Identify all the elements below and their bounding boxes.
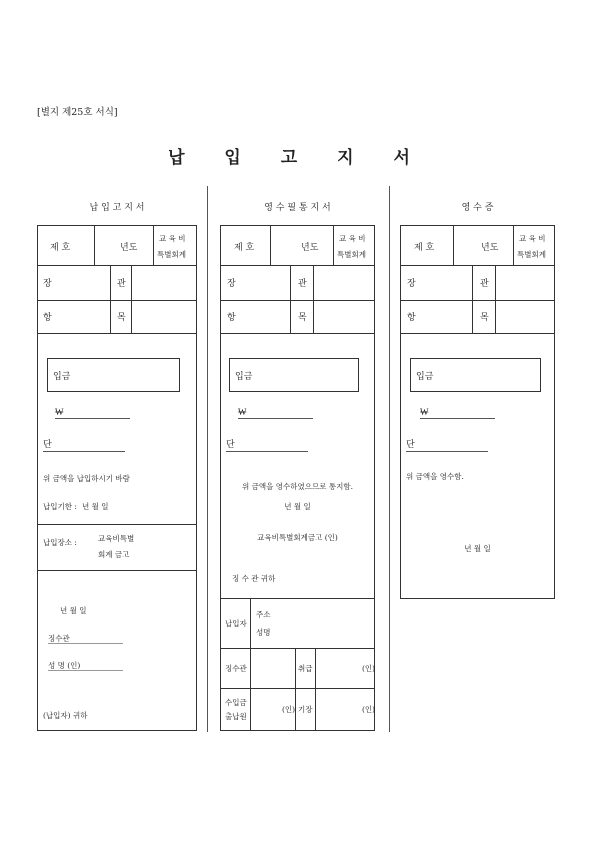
account-label-2: 특별회계 [517, 250, 546, 259]
receipt-label-1: 수입금 [225, 698, 247, 707]
cell-line [270, 225, 271, 265]
dan-underline [406, 451, 488, 452]
account-label-1: 교 육 비 [519, 234, 546, 243]
cell-line [315, 648, 316, 731]
account-label-1: 교 육 비 [159, 234, 186, 243]
place-label: 납입장소 : [43, 538, 77, 547]
amount-underline [420, 418, 495, 419]
address-label: 주소 [256, 610, 271, 619]
amount-underline [238, 418, 313, 419]
cell-line [110, 265, 111, 333]
notification-date: 년 월 일 [284, 502, 311, 511]
cell-line [153, 225, 154, 265]
place-value-1: 교육비특별 [98, 534, 135, 543]
row-line [37, 333, 197, 334]
dan-underline [226, 451, 308, 452]
won-sign: ₩ [238, 408, 247, 418]
payer-to: (납입자) 귀하 [43, 711, 88, 720]
number-label: 제 호 [50, 243, 71, 253]
cell-line [453, 225, 454, 265]
cell-line [495, 265, 496, 333]
hang-label: 항 [227, 313, 236, 323]
seal-3: (인) [362, 705, 376, 714]
hang-label: 항 [43, 313, 52, 323]
column-heading: 영 수 증 [461, 203, 494, 213]
row-line [220, 300, 375, 301]
row-line [220, 598, 375, 599]
cell-line [513, 225, 514, 265]
collector-underline [48, 643, 123, 644]
ledger-label: 기장 [298, 705, 313, 714]
account-label-2: 특별회계 [337, 250, 366, 259]
account-label-1: 교 육 비 [339, 234, 366, 243]
cell-line [290, 265, 291, 333]
collector-to: 징 수 관 귀하 [232, 574, 276, 583]
gwan-label: 관 [480, 279, 489, 289]
cell-line [94, 225, 95, 265]
won-sign: ₩ [55, 408, 64, 418]
column-heading: 영 수 필 통 지 서 [264, 203, 331, 213]
bank-seal: 교육비특별회계금고 (인) [257, 533, 338, 542]
deposit-label: 입금 [235, 372, 253, 382]
row-line [220, 688, 375, 689]
jang-label: 장 [43, 279, 52, 289]
deposit-label: 입금 [416, 372, 434, 382]
row-line [37, 524, 197, 525]
number-label: 제 호 [234, 243, 255, 253]
dan-underline [43, 451, 125, 452]
receipt-label-2: 출납원 [225, 712, 247, 721]
row-line [37, 570, 197, 571]
dan-label: 단 [406, 440, 415, 450]
row-line [220, 648, 375, 649]
jang-label: 장 [407, 279, 416, 289]
row-line [37, 265, 197, 266]
row-line [37, 300, 197, 301]
won-sign: ₩ [420, 408, 429, 418]
row-line [220, 265, 375, 266]
year-label: 년도 [481, 243, 499, 253]
cell-line [472, 265, 473, 333]
cell-line [295, 648, 296, 731]
handling-label: 취급 [298, 664, 313, 673]
jang-label: 장 [227, 279, 236, 289]
gwan-label: 관 [117, 279, 126, 289]
name-underline [48, 670, 123, 671]
column-separator-1 [207, 186, 208, 732]
dan-label: 단 [226, 440, 235, 450]
mok-label: 목 [480, 313, 489, 323]
receipt-note: 위 금액을 영수함. [406, 472, 464, 481]
row-line [400, 265, 555, 266]
mok-label: 목 [117, 313, 126, 323]
form-label: [별지 제25호 서식] [37, 107, 118, 118]
deadline-date: 년 월 일 [82, 502, 109, 511]
page-title: 납 입 고 지 서 [168, 148, 427, 168]
name-label: 성명 [256, 628, 271, 637]
place-value-2: 회계 금고 [98, 550, 130, 559]
row-line [400, 300, 555, 301]
cell-line [333, 225, 334, 265]
column-separator-2 [389, 186, 390, 732]
mok-label: 목 [298, 313, 307, 323]
seal-1: (인) [362, 664, 376, 673]
cell-line [131, 265, 132, 333]
deposit-label: 입금 [53, 372, 71, 382]
cell-line [250, 598, 251, 731]
seal-2: (인) [282, 705, 296, 714]
column-heading: 납 입 고 지 서 [89, 203, 145, 213]
collector-label: 징수관 [225, 664, 247, 673]
notice-note: 위 금액을 납입하시기 바람 [43, 474, 130, 483]
collector-label: 징수관 [48, 634, 70, 643]
account-label-2: 특별회계 [157, 250, 186, 259]
name-seal: 성 명 (인) [48, 661, 81, 670]
amount-underline [55, 418, 130, 419]
hang-label: 항 [407, 313, 416, 323]
dan-label: 단 [43, 440, 52, 450]
issue-date: 년 월 일 [60, 606, 87, 615]
payer-label: 납입자 [225, 619, 247, 628]
deadline-label: 납입기한 : [43, 502, 77, 511]
receipt-date: 년 월 일 [464, 544, 491, 553]
row-line [220, 333, 375, 334]
year-label: 년도 [120, 243, 138, 253]
notification-note: 위 금액을 영수하였으므로 통지함. [242, 482, 353, 491]
gwan-label: 관 [298, 279, 307, 289]
row-line [400, 333, 555, 334]
number-label: 제 호 [414, 243, 435, 253]
cell-line [313, 265, 314, 333]
year-label: 년도 [301, 243, 319, 253]
